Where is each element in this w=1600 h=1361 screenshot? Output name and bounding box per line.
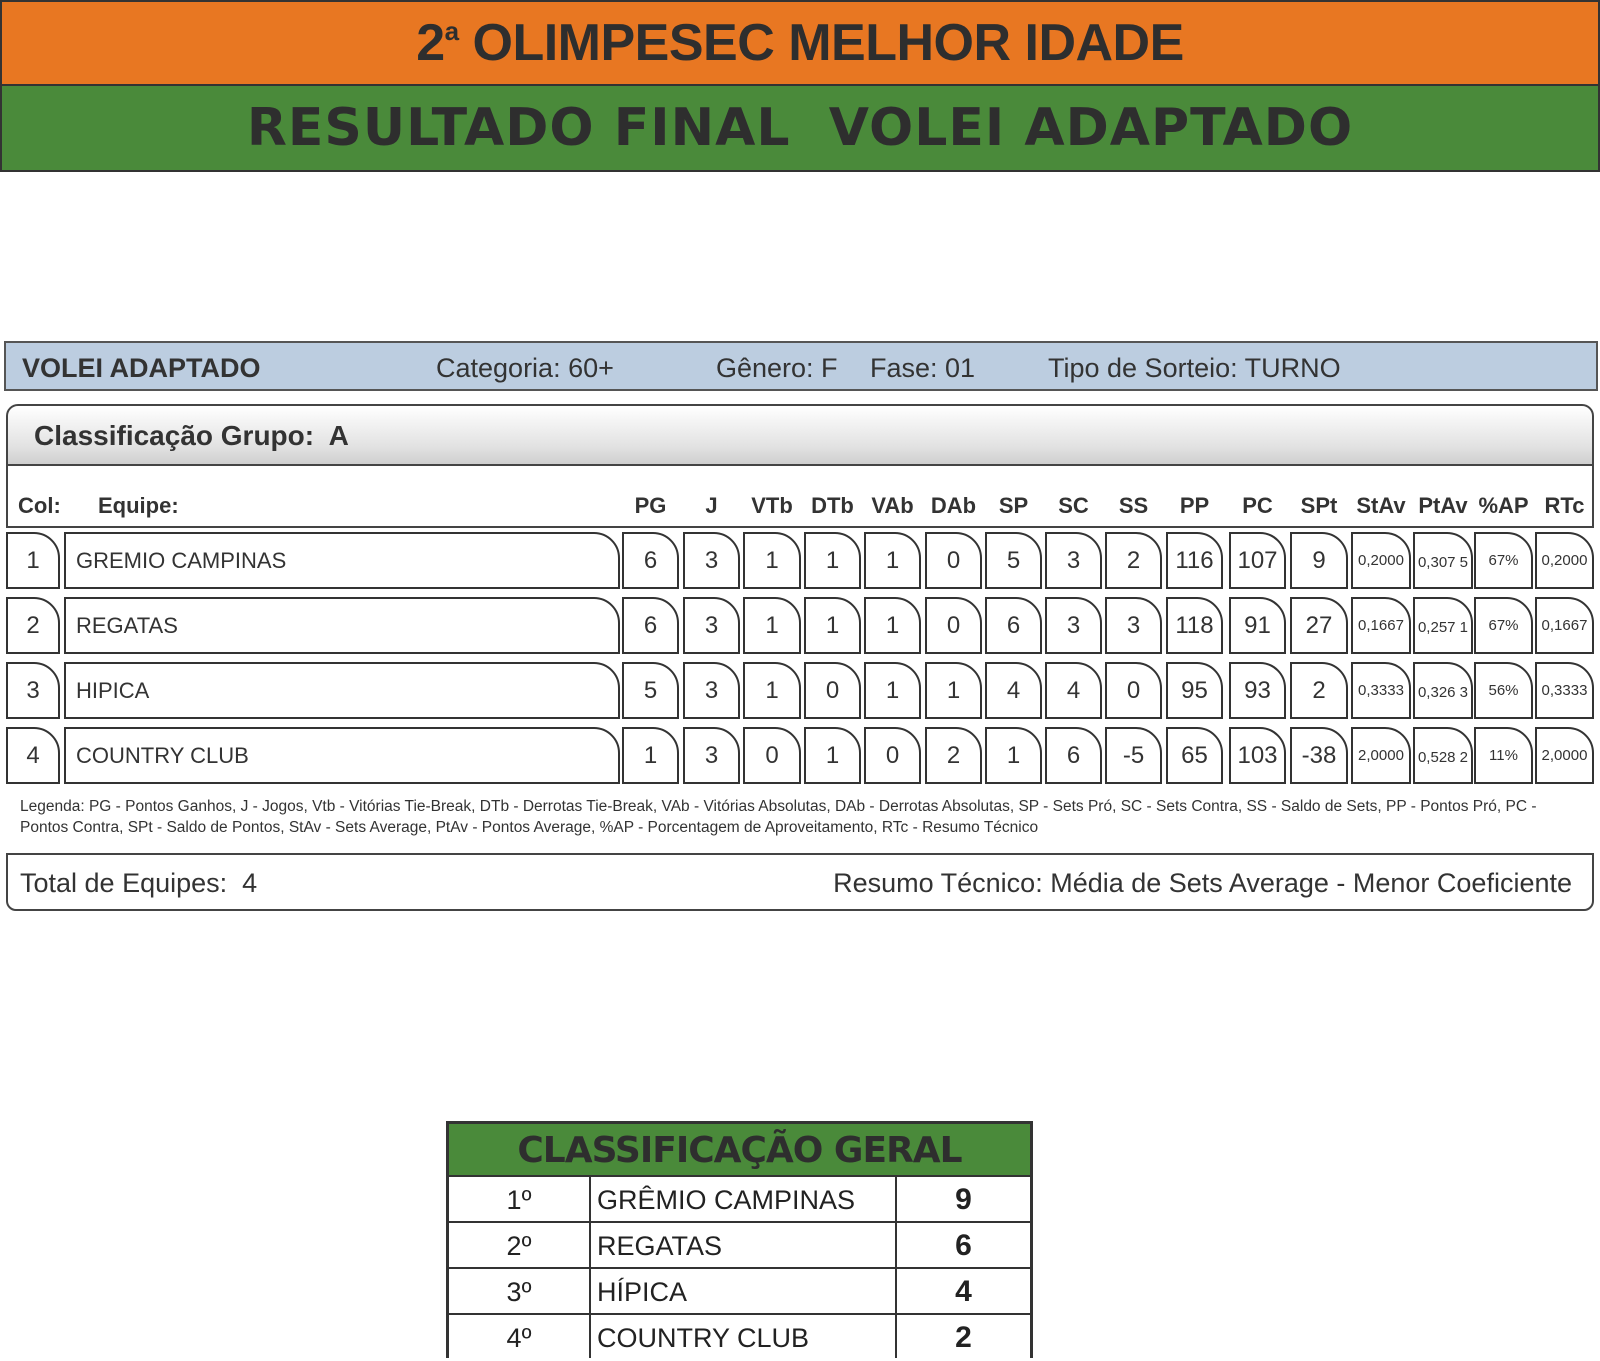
stat-cell-sp: 6 <box>985 597 1042 654</box>
stat-cell-j: 3 <box>683 727 740 784</box>
stat-cell-pc: 107 <box>1229 532 1286 589</box>
stat-cell-pp: 95 <box>1166 662 1223 719</box>
stat-cell-rtc: 0,2000 <box>1535 532 1594 589</box>
stat-cell-vtb: 0 <box>743 727 801 784</box>
competition-info-bar <box>4 341 1598 391</box>
stat-cell-stav: 2,0000 <box>1351 727 1411 784</box>
stat-cell-dtb: 1 <box>804 532 861 589</box>
final-points: 6 <box>955 1229 972 1262</box>
stat-cell-ptav: 0,257 1 <box>1413 597 1473 654</box>
stat-cell-vab: 1 <box>864 597 921 654</box>
team-name-cell: GREMIO CAMPINAS <box>64 532 620 589</box>
column-header-ap: %AP <box>1478 493 1529 518</box>
group-title: Classificação Grupo: A <box>34 420 349 451</box>
stat-cell-col: 3 <box>6 662 60 719</box>
stat-cell-sc: 4 <box>1045 662 1102 719</box>
stat-cell-vtb: 1 <box>743 597 801 654</box>
stat-cell-ss: 3 <box>1105 597 1162 654</box>
stat-cell-spt: -38 <box>1290 727 1348 784</box>
stat-cell-spt: 9 <box>1290 532 1348 589</box>
result-subtitle: RESULTADO FINAL VOLEI ADAPTADO <box>246 98 1354 158</box>
stat-cell-ss: 0 <box>1105 662 1162 719</box>
group-classification-header <box>6 404 1594 466</box>
stat-cell-dab: 0 <box>925 532 982 589</box>
column-header-j: J <box>705 493 718 518</box>
team-name-cell: COUNTRY CLUB <box>64 727 620 784</box>
column-header-ss: SS <box>1118 493 1149 518</box>
stat-cell-sp: 5 <box>985 532 1042 589</box>
column-header-team: Equipe: <box>98 493 179 518</box>
stat-cell-spt: 27 <box>1290 597 1348 654</box>
event-title-banner <box>0 0 1600 86</box>
stat-cell-dab: 1 <box>925 662 982 719</box>
general-classification-row <box>449 1177 1030 1223</box>
stat-cell-vab: 1 <box>864 532 921 589</box>
stat-cell-vab: 1 <box>864 662 921 719</box>
result-subtitle-banner <box>0 86 1600 172</box>
stat-cell-sc: 3 <box>1045 532 1102 589</box>
column-header-pc: PC <box>1242 493 1273 518</box>
team-name: GRÊMIO CAMPINAS <box>591 1177 897 1221</box>
stat-cell-pg: 6 <box>622 532 679 589</box>
draw-type-label: Tipo de Sorteio: TURNO <box>1048 353 1341 383</box>
stat-cell-pg: 5 <box>622 662 679 719</box>
stat-cell-j: 3 <box>683 532 740 589</box>
stat-cell-pc: 103 <box>1229 727 1286 784</box>
stat-cell-pp: 65 <box>1166 727 1223 784</box>
column-header-pp: PP <box>1179 493 1210 518</box>
final-points: 2 <box>955 1321 972 1354</box>
stat-cell-pp: 118 <box>1166 597 1223 654</box>
stat-cell-rtc: 0,1667 <box>1535 597 1594 654</box>
column-header-sc: SC <box>1058 493 1089 518</box>
column-header-vab: VAb <box>871 493 914 518</box>
column-header-stav: StAv <box>1356 493 1406 518</box>
stat-cell-ss: 2 <box>1105 532 1162 589</box>
stat-cell-ptav: 0,528 2 <box>1413 727 1473 784</box>
stat-cell-stav: 0,2000 <box>1351 532 1411 589</box>
event-title-ordinal: a <box>444 15 459 46</box>
column-header-pg: PG <box>634 493 667 518</box>
stat-cell-ap: 11% <box>1474 727 1533 784</box>
phase-label: Fase: 01 <box>870 353 976 383</box>
category-label: Categoria: 60+ <box>436 353 614 383</box>
stat-cell-ap: 67% <box>1474 532 1533 589</box>
stat-cell-col: 4 <box>6 727 60 784</box>
column-header-rtc: RTc <box>1544 493 1585 518</box>
stat-cell-ptav: 0,307 5 <box>1413 532 1473 589</box>
stat-cell-spt: 2 <box>1290 662 1348 719</box>
team-name: COUNTRY CLUB <box>591 1315 897 1358</box>
stat-cell-vtb: 1 <box>743 662 801 719</box>
rank-position: 4º <box>449 1315 591 1358</box>
stat-cell-col: 2 <box>6 597 60 654</box>
stat-cell-rtc: 2,0000 <box>1535 727 1594 784</box>
column-header-spt: SPt <box>1300 493 1338 518</box>
stat-cell-sc: 6 <box>1045 727 1102 784</box>
sport-name: VOLEI ADAPTADO <box>22 353 261 383</box>
column-header-ptav: PtAv <box>1418 493 1468 518</box>
team-name-cell: HIPICA <box>64 662 620 719</box>
event-title: OLIMPESEC MELHOR IDADE <box>458 14 1184 72</box>
legend-text: Legenda: PG - Pontos Ganhos, J - Jogos, Vtb - Vitórias Tie-Break, DTb - Derrotas Tie-Break, VAb - Vitórias Absolutas, DAb - Derrotas Absolutas, SP - Sets Pró, SC - Sets Contra, SS - Saldo de Sets, PP - Pontos Pró, PC - Pontos Contra, SPt - Saldo de Pontos, StAv - Sets Average, PtAv - Pontos Average, %AP - Porcentagem de Aproveitamento, RTc - Resumo Técnico <box>20 798 1537 836</box>
general-classification-row <box>449 1269 1030 1315</box>
stat-cell-dtb: 0 <box>804 662 861 719</box>
stat-cell-pp: 116 <box>1166 532 1223 589</box>
rank-position: 3º <box>449 1269 591 1313</box>
stat-cell-sc: 3 <box>1045 597 1102 654</box>
stat-cell-sp: 1 <box>985 727 1042 784</box>
stat-cell-sp: 4 <box>985 662 1042 719</box>
technical-summary-label: Resumo Técnico: Média de Sets Average - Menor Coeficiente <box>833 868 1572 898</box>
stat-cell-dab: 0 <box>925 597 982 654</box>
rank-position: 1º <box>449 1177 591 1221</box>
general-classification-row <box>449 1223 1030 1269</box>
team-name: REGATAS <box>591 1223 897 1267</box>
event-title-pre: 2 <box>416 14 445 72</box>
final-points: 4 <box>955 1275 972 1308</box>
stat-cell-vab: 0 <box>864 727 921 784</box>
stat-cell-col: 1 <box>6 532 60 589</box>
rank-position: 2º <box>449 1223 591 1267</box>
total-teams-label: Total de Equipes: 4 <box>20 868 258 898</box>
column-header-vtb: VTb <box>751 493 793 518</box>
column-header-col: Col: <box>18 493 61 518</box>
final-points: 9 <box>955 1183 972 1216</box>
stat-cell-j: 3 <box>683 597 740 654</box>
stat-cell-ss: -5 <box>1105 727 1162 784</box>
stat-cell-j: 3 <box>683 662 740 719</box>
general-classification-title: CLASSIFICAÇÃO GERAL <box>449 1124 1030 1177</box>
stat-cell-vtb: 1 <box>743 532 801 589</box>
team-name-cell: REGATAS <box>64 597 620 654</box>
stat-cell-ap: 67% <box>1474 597 1533 654</box>
stat-cell-stav: 0,3333 <box>1351 662 1411 719</box>
gender-label: Gênero: F <box>716 353 838 383</box>
stat-cell-pg: 1 <box>622 727 679 784</box>
stat-cell-dtb: 1 <box>804 727 861 784</box>
stat-cell-ptav: 0,326 3 <box>1413 662 1473 719</box>
stat-cell-stav: 0,1667 <box>1351 597 1411 654</box>
general-classification-row <box>449 1315 1030 1358</box>
stat-cell-pc: 91 <box>1229 597 1286 654</box>
column-header-dtb: DTb <box>811 493 854 518</box>
stat-cell-dab: 2 <box>925 727 982 784</box>
general-classification-table <box>446 1121 1033 1358</box>
stat-cell-ap: 56% <box>1474 662 1533 719</box>
team-name: HÍPICA <box>591 1269 897 1313</box>
stat-cell-dtb: 1 <box>804 597 861 654</box>
totals-footer <box>6 853 1594 911</box>
stat-cell-pc: 93 <box>1229 662 1286 719</box>
column-header-dab: DAb <box>930 493 977 518</box>
stat-cell-pg: 6 <box>622 597 679 654</box>
stat-cell-rtc: 0,3333 <box>1535 662 1594 719</box>
column-header-sp: SP <box>998 493 1029 518</box>
